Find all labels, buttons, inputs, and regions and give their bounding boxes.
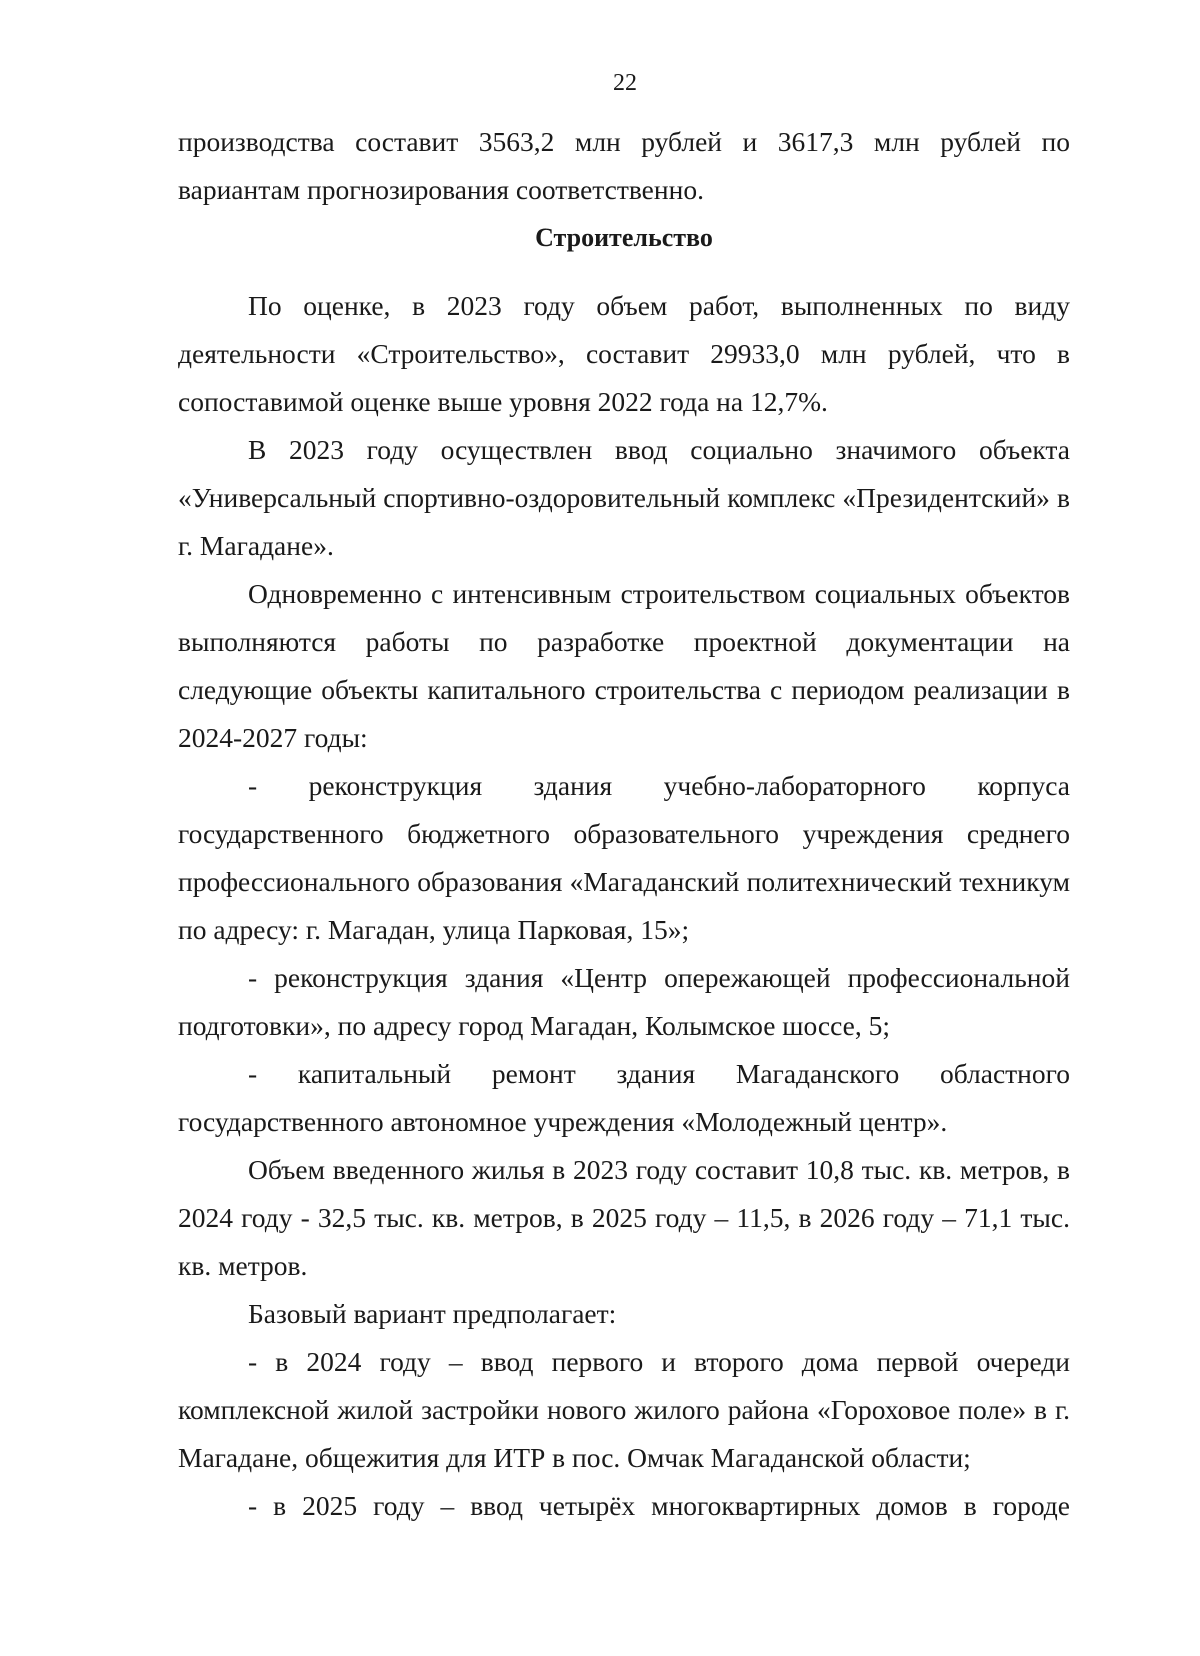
paragraph-construction-volume: По оценке, в 2023 году объем работ, выполненных по виду деятельности «Строительство», составит 29933,0 млн рублей, что в сопоставимой оценке выше уровня 2022 года на 12,7%.	[178, 290, 1070, 417]
list-item-training-center: - реконструкция здания «Центр опережающей профессиональной подготовки», по адресу город Магадан, Колымское шоссе, 5;	[178, 962, 1070, 1041]
list-item-youth-center: - капитальный ремонт здания Магаданского областного государственного автономное учреждения «Молодежный центр».	[178, 1058, 1070, 1137]
page-number: 22	[613, 70, 637, 96]
list-item-polytechnic: - реконструкция здания учебно-лабораторного корпуса государственного бюджетного образовательного учреждения среднего профессионального образования «Магаданский политехнический техникум по адресу: г. Магадан, улица Парковая, 15»;	[178, 770, 1070, 945]
paragraph-base-variant: Базовый вариант предполагает:	[248, 1298, 617, 1329]
section-title: Строительство	[535, 223, 713, 252]
list-item-2024: - в 2024 году – ввод первого и второго дома первой очереди комплексной жилой застройки нового жилого района «Гороховое поле» в г. Магадане, общежития для ИТР в пос. Омчак Магаданской области;	[178, 1346, 1070, 1473]
document-body	[178, 118, 1070, 1530]
paragraph-housing-volume: Объем введенного жилья в 2023 году составит 10,8 тыс. кв. метров, в 2024 году - 32,5 тыс. кв. метров, в 2025 году – 11,5, в 2026 году – 71,1 тыс. кв. метров.	[178, 1154, 1070, 1281]
intro-paragraph: производства составит 3563,2 млн рублей и 3617,3 млн рублей по вариантам прогнозирования соответственно.	[178, 126, 1070, 205]
paragraph-sports-complex: В 2023 году осуществлен ввод социально значимого объекта «Универсальный спортивно-оздоровительный комплекс «Президентский» в г. Магадане».	[178, 434, 1070, 561]
list-item-2025: - в 2025 году – ввод четырёх многоквартирных домов в городе	[248, 1490, 1070, 1521]
paragraph-project-documentation: Одновременно с интенсивным строительством социальных объектов выполняются работы по разработке проектной документации на следующие объекты капитального строительства с периодом реализации в 2024-2027 годы:	[178, 578, 1070, 753]
